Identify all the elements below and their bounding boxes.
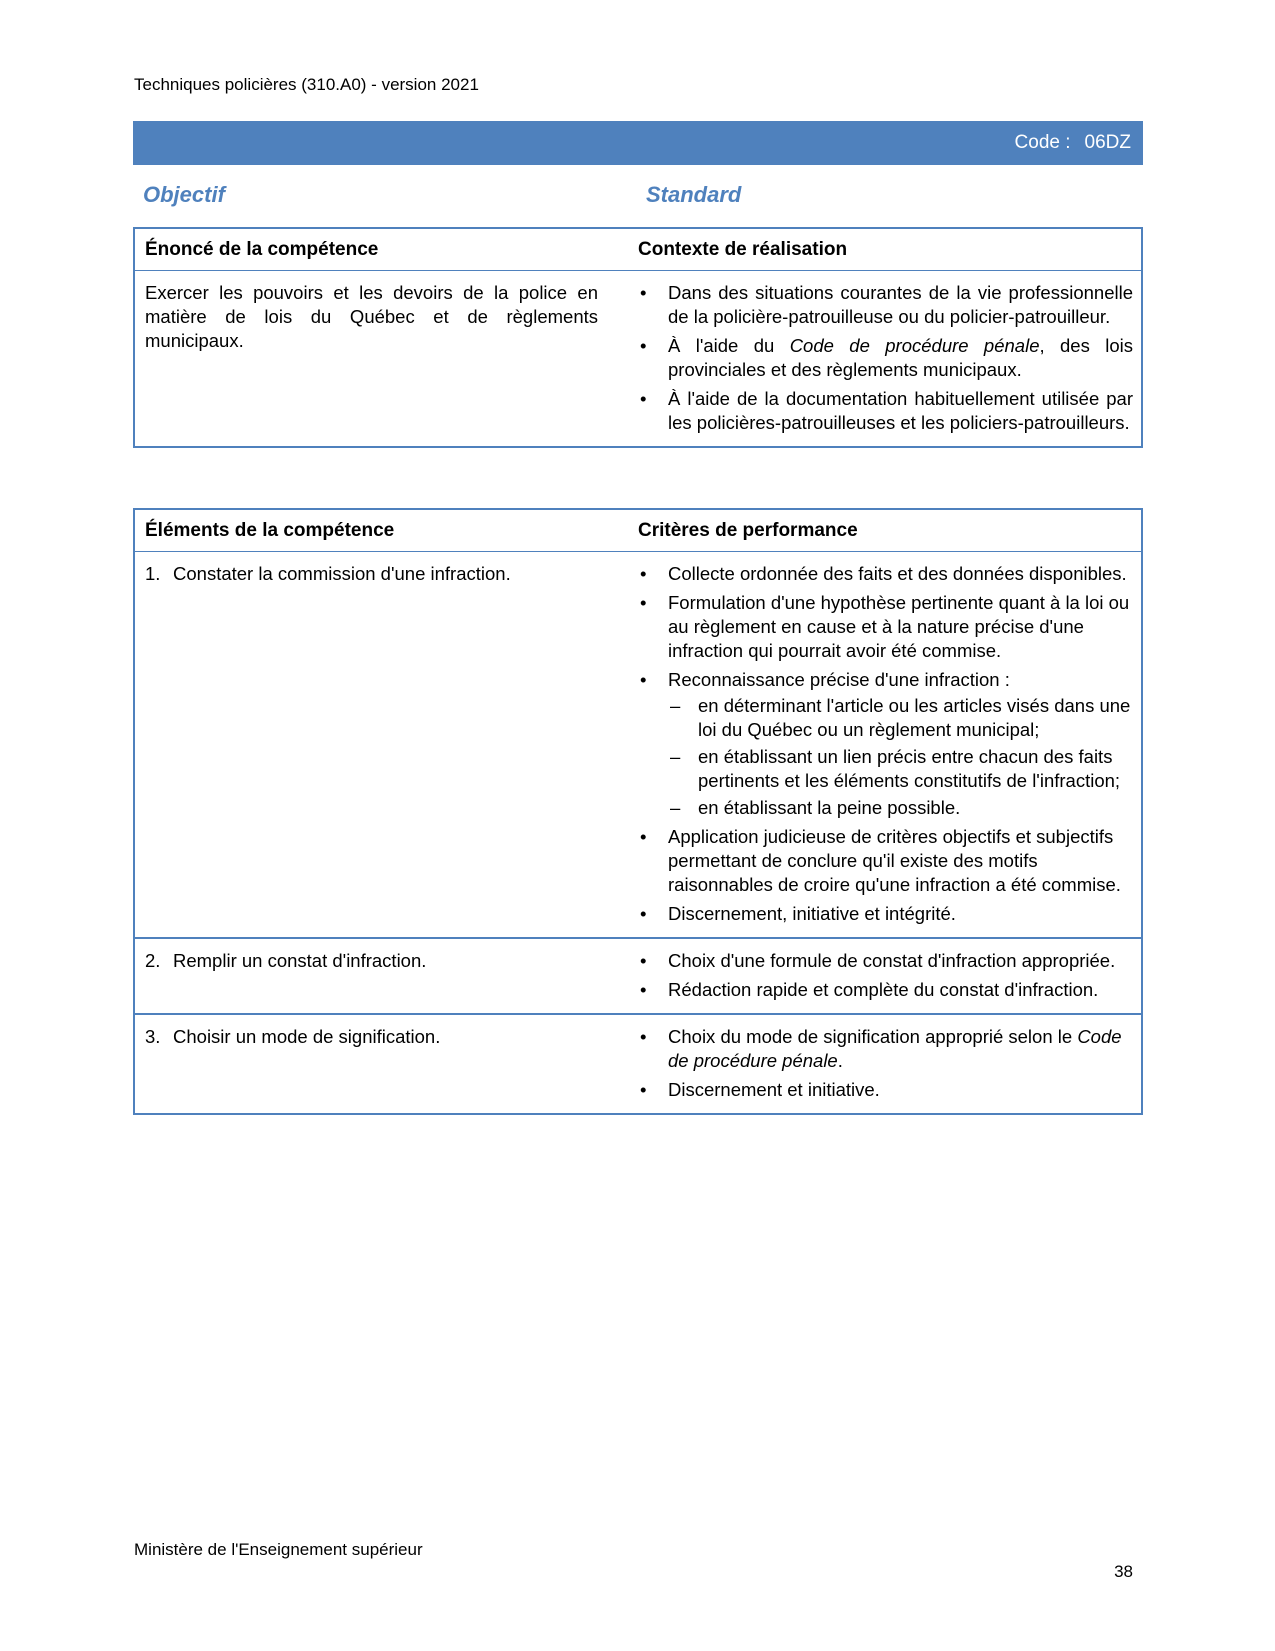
sub-criterion-item: – en établissant un lien précis entre chacun des faits pertinents et les éléments constitutifs de l'infraction; xyxy=(668,745,1133,793)
element-text: 2. Remplir un constat d'infraction. xyxy=(145,950,427,971)
criterion-item: • Collecte ordonnée des faits et des données disponibles. xyxy=(638,562,1133,586)
contexte-list xyxy=(638,281,1133,435)
criterion-item: • Formulation d'une hypothèse pertinente quant à la loi ou au règlement en cause et à la nature précise d'une infraction qui pourrait avoir été commise. xyxy=(638,591,1133,663)
code-label: Code : xyxy=(1014,132,1071,153)
element-row-2 xyxy=(135,939,1141,1015)
criterion-item: • Application judicieuse de critères objectifs et subjectifs permettant de conclure qu'il existe des motifs raisonnables de croire qu'une infraction a été commise. xyxy=(638,825,1133,897)
enonce-header: Énoncé de la compétence xyxy=(145,239,379,260)
competence-table xyxy=(133,227,1143,448)
elements-table xyxy=(133,508,1143,1115)
competence-row xyxy=(135,271,1141,446)
criterion-item: • Rédaction rapide et complète du constat d'infraction. xyxy=(638,978,1133,1002)
criteria-list xyxy=(638,1025,1133,1102)
criteria-list xyxy=(638,562,1133,926)
criterion-item: • Reconnaissance précise d'une infraction : – en déterminant l'article ou les articles visés dans une loi du Québec ou un règlement municipal; – en établissant un lien précis entre chacun des faits pertinents et les éléments constitutifs de l'infraction; – en établissant la peine possible. xyxy=(638,668,1133,820)
criterion-item: • Choix du mode de signification approprié selon le Code de procédure pénale. xyxy=(638,1025,1133,1073)
criterion-item: • Discernement, initiative et intégrité. xyxy=(638,902,1133,926)
contexte-item: • À l'aide de la documentation habituellement utilisée par les policières-patrouilleuses et les policiers-patrouilleurs. xyxy=(638,387,1133,435)
element-text: 1. Constater la commission d'une infraction. xyxy=(145,563,511,584)
page-number: 38 xyxy=(1114,1562,1133,1581)
contexte-item: • À l'aide du Code de procédure pénale, des lois provinciales et des règlements municipaux. xyxy=(638,334,1133,382)
code-value: 06DZ xyxy=(1084,132,1131,153)
element-text: 3. Choisir un mode de signification. xyxy=(145,1026,441,1047)
objectif-heading: Objectif xyxy=(143,182,225,207)
sub-criteria-list xyxy=(668,694,1133,820)
sub-criterion-item: – en déterminant l'article ou les articles visés dans une loi du Québec ou un règlement municipal; xyxy=(668,694,1133,742)
criteria-list xyxy=(638,949,1133,1002)
footer-ministry: Ministère de l'Enseignement supérieur xyxy=(134,1540,423,1559)
code-bar xyxy=(133,121,1143,165)
elements-table-header xyxy=(135,510,1141,552)
criteres-header: Critères de performance xyxy=(638,520,858,541)
enonce-text: Exercer les pouvoirs et les devoirs de la police en matière de lois du Québec et de règlements municipaux. xyxy=(145,282,598,351)
criterion-item: • Choix d'une formule de constat d'infraction appropriée. xyxy=(638,949,1133,973)
contexte-header: Contexte de réalisation xyxy=(638,239,848,260)
sub-criterion-item: – en établissant la peine possible. xyxy=(668,796,1133,820)
element-row-3 xyxy=(135,1015,1141,1113)
competence-table-header xyxy=(135,229,1141,271)
running-header: Techniques policières (310.A0) - version 2021 xyxy=(134,75,479,94)
contexte-item: • Dans des situations courantes de la vie professionnelle de la policière-patrouilleuse ou du policier-patrouilleur. xyxy=(638,281,1133,329)
element-row-1 xyxy=(135,552,1141,939)
standard-heading: Standard xyxy=(646,182,742,207)
criterion-item: • Discernement et initiative. xyxy=(638,1078,1133,1102)
elements-header: Éléments de la compétence xyxy=(145,520,395,541)
